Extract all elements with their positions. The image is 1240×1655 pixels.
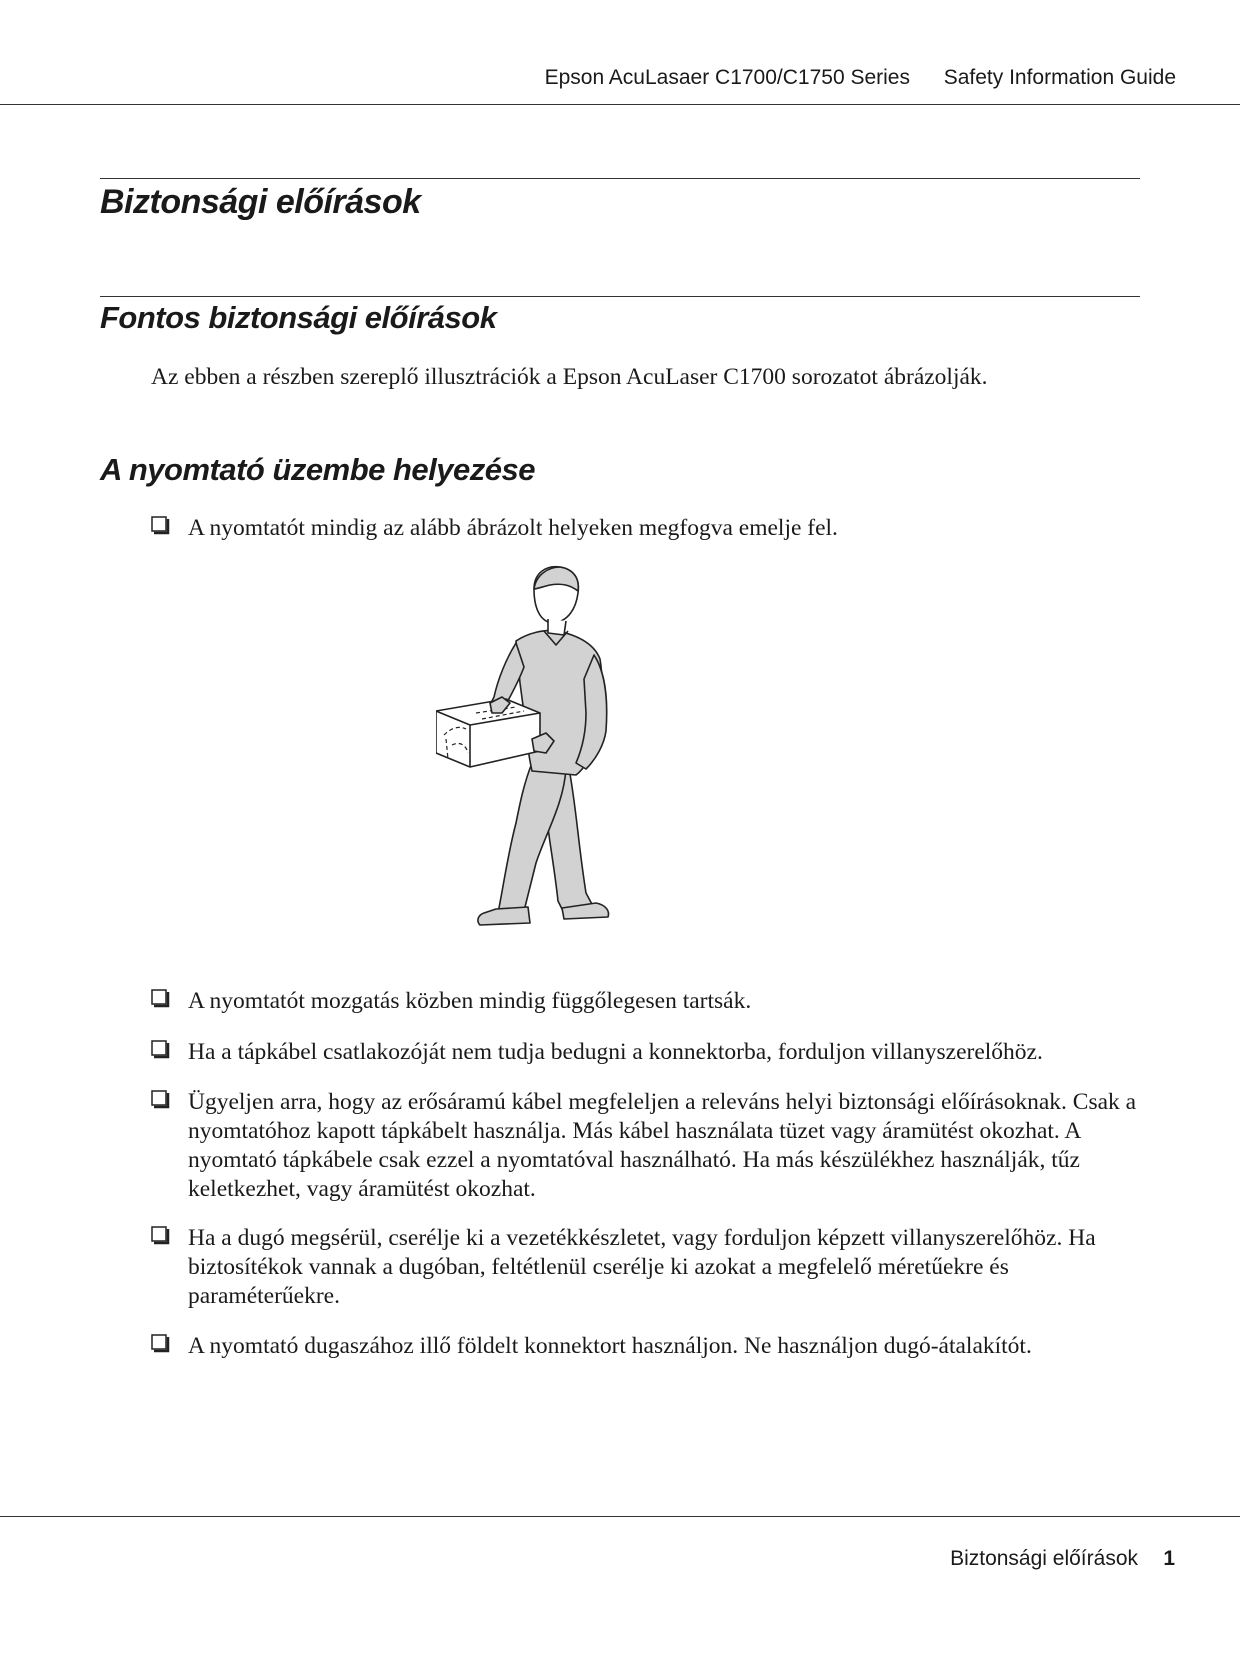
footer-section-name: Biztonsági előírások [950, 1547, 1138, 1570]
list-item-text: A nyomtatót mindig az alább ábrázolt helyeken megfogva emelje fel. [188, 515, 838, 541]
page-header [0, 0, 1240, 105]
person-lifting-printer-illustration [436, 563, 636, 943]
checkbox-bullet-icon [151, 989, 170, 1008]
checkbox-bullet-icon [151, 1226, 170, 1245]
checkbox-bullet-icon [151, 516, 170, 535]
list-item [151, 1224, 1141, 1311]
document-title: Epson AcuLasaer C1700/C1750 Series [544, 66, 910, 89]
checkbox-bullet-icon [151, 1334, 170, 1353]
checkbox-bullet-icon [151, 1040, 170, 1059]
section-title: Fontos biztonsági előírások [100, 300, 497, 335]
section-rule [100, 296, 1140, 297]
list-item-text: A nyomtatót mozgatás közben mindig függőlegesen tartsák. [188, 988, 752, 1014]
page-title: Biztonsági előírások [100, 183, 421, 221]
page-footer [0, 1516, 1240, 1570]
guide-title: Safety Information Guide [943, 66, 1176, 89]
list-item [151, 1088, 1141, 1204]
list-item-text: Ügyeljen arra, hogy az erősáramú kábel megfeleljen a releváns helyi biztonsági előírásoknak. Csak a nyomtatóhoz kapott tápkábelt használja. Más kábel használata tüzet vagy áramütést okozhat. A nyomtató tápkábele csak ezzel a nyomtatóval használható. Ha más készülékhez használják, tűz keletkezhet, vagy áramütést okozhat. [188, 1089, 1137, 1202]
subsection-title: A nyomtató üzembe helyezése [100, 452, 535, 487]
list-item-text: A nyomtató dugaszához illő földelt konnektort használjon. Ne használjon dugó-átalakítót. [188, 1333, 1032, 1359]
list-item [151, 1038, 1141, 1067]
list-item-text: Ha a tápkábel csatlakozóját nem tudja bedugni a konnektorba, forduljon villanyszerelőhöz. [188, 1039, 1043, 1065]
intro-paragraph: Az ebben a részben szereplő illusztrációk a Epson AcuLaser C1700 sorozatot ábrázolják. [151, 364, 988, 390]
title-rule [100, 178, 1140, 179]
page-number: 1 [1163, 1547, 1175, 1570]
list-item [151, 1332, 1141, 1361]
checkbox-bullet-icon [151, 1090, 170, 1109]
list-item-text: Ha a dugó megsérül, cserélje ki a vezetékkészletet, vagy forduljon képzett villanyszerelőhöz. Ha biztosítékok vannak a dugóban, feltétlenül cserélje ki azokat a megfelelő méretűekre és paraméterűekre. [188, 1225, 1096, 1309]
list-item [151, 987, 1141, 1016]
list-item [151, 514, 1141, 543]
